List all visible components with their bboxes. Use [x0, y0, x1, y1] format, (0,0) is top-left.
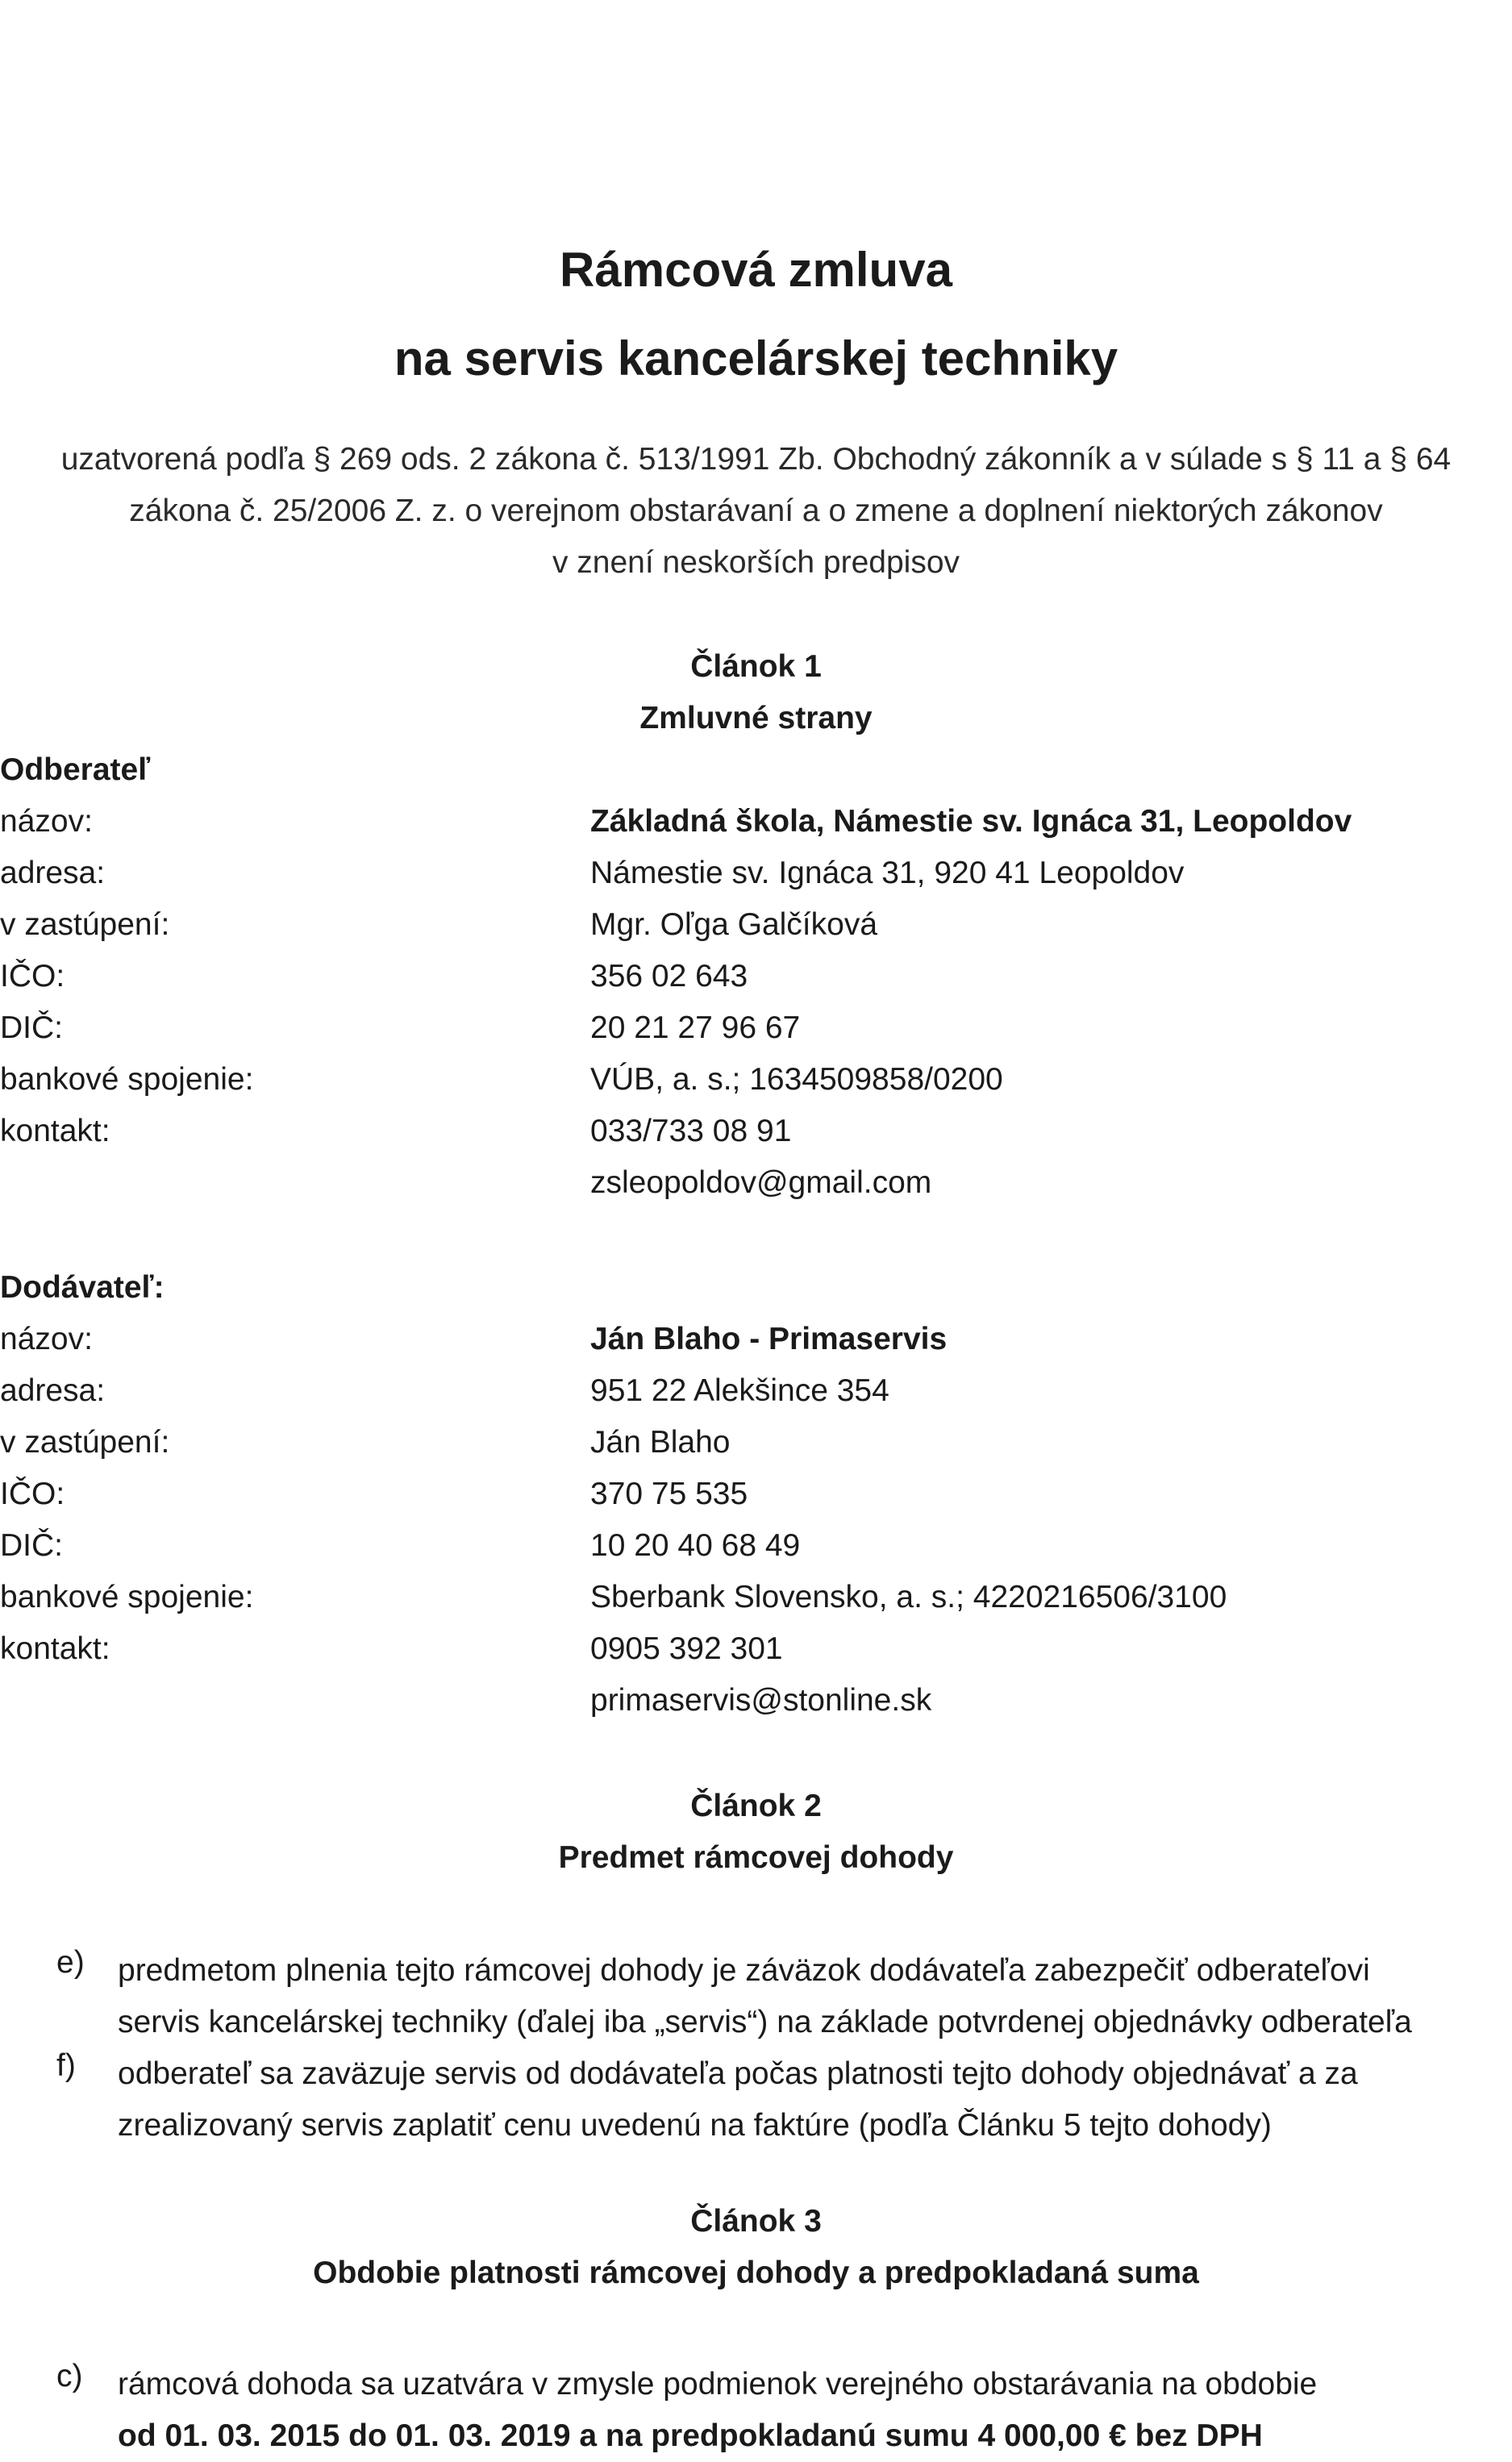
- field-label: IČO:: [0, 959, 65, 994]
- field-label: názov:: [0, 804, 93, 839]
- odberatel-row-dic: [0, 1010, 1512, 1056]
- subtitle-line2: zákona č. 25/2006 Z. z. o verejnom obstarávaní a o zmene a doplnení niektorých zákonov: [129, 494, 1383, 528]
- field-value: 370 75 535: [590, 1477, 748, 1511]
- field-value: 033/733 08 91: [590, 1114, 792, 1148]
- field-value: 0905 392 301: [590, 1631, 783, 1666]
- item-marker: e): [56, 1945, 85, 1980]
- dodavatel-row-dic: [0, 1528, 1512, 1573]
- item-text-line1: rámcová dohoda sa uzatvára v zmysle podmienok verejného obstarávania na obdobie: [118, 2367, 1318, 2402]
- article3-heading: Článok 3: [690, 2204, 822, 2239]
- field-value: Námestie sv. Ignáca 31, 920 41 Leopoldov: [590, 856, 1185, 890]
- item-text: [118, 2048, 1512, 2152]
- field-value: 20 21 27 96 67: [590, 1010, 801, 1045]
- item-text-line1: odberateľ sa zaväzuje servis od dodávateľa počas platnosti tejto dohody objednávať a za: [118, 2056, 1358, 2091]
- field-value: 951 22 Alekšince 354: [590, 1373, 889, 1408]
- odberatel-row-ico: [0, 959, 1512, 1004]
- document-title-line2: na servis kancelárskej techniky: [394, 331, 1118, 385]
- field-label: v zastúpení:: [0, 1425, 170, 1460]
- odberatel-row-name: [0, 804, 1512, 849]
- field-label: názov:: [0, 1322, 93, 1356]
- subtitle-line3: v znení neskorších predpisov: [552, 545, 960, 580]
- dodavatel-title: Dodávateľ:: [0, 1270, 165, 1305]
- email-value: zsleopoldov@gmail.com: [590, 1165, 932, 1200]
- odberatel-row-address: [0, 856, 1512, 901]
- odberatel-title: Odberateľ: [0, 752, 151, 787]
- email-value: primaservis@stonline.sk: [590, 1683, 932, 1718]
- item-marker: f): [56, 2048, 76, 2083]
- item-text-line1: predmetom plnenia tejto rámcovej dohody je záväzok dodávateľa zabezpečiť odberateľovi: [118, 1953, 1370, 1988]
- field-value: Ján Blaho - Primaservis: [590, 1322, 948, 1356]
- odberatel-row-representative: [0, 907, 1512, 952]
- field-label: v zastúpení:: [0, 907, 170, 942]
- odberatel-row-contact: [0, 1114, 1512, 1159]
- field-value: Ján Blaho: [590, 1425, 731, 1460]
- item-text-line2: od 01. 03. 2015 do 01. 03. 2019 a na predpokladanú sumu 4 000,00 € bez DPH: [118, 2418, 1263, 2453]
- field-label: DIČ:: [0, 1528, 63, 1563]
- field-label: kontakt:: [0, 1114, 110, 1148]
- field-value: 356 02 643: [590, 959, 748, 994]
- field-label: bankové spojenie:: [0, 1580, 254, 1614]
- dodavatel-row-contact: [0, 1631, 1512, 1677]
- field-label: adresa:: [0, 856, 106, 890]
- field-value: 10 20 40 68 49: [590, 1528, 801, 1563]
- dodavatel-row-representative: [0, 1425, 1512, 1470]
- field-label: adresa:: [0, 1373, 106, 1408]
- dodavatel-row-name: [0, 1322, 1512, 1367]
- field-label: kontakt:: [0, 1631, 110, 1666]
- dodavatel-row-ico: [0, 1477, 1512, 1522]
- item-text-line2: servis kancelárskej techniky (ďalej iba „servis“) na základe potvrdenej objednávky odberateľa: [118, 2005, 1412, 2039]
- field-value: VÚB, a. s.; 1634509858/0200: [590, 1062, 1003, 1097]
- article2-subheading: Predmet rámcovej dohody: [558, 1840, 954, 1875]
- item-text-line2: zrealizovaný servis zaplatiť cenu uvedenú na faktúre (podľa Článku 5 tejto dohody): [118, 2108, 1272, 2143]
- field-value: Sberbank Slovensko, a. s.; 4220216506/3100: [590, 1580, 1227, 1614]
- odberatel-row-email: [0, 1165, 1512, 1210]
- article2-heading: Článok 2: [690, 1789, 822, 1823]
- article1-heading: Článok 1: [690, 649, 822, 684]
- article3-subheading: Obdobie platnosti rámcovej dohody a predpokladaná suma: [313, 2256, 1199, 2290]
- article1-subheading: Zmluvné strany: [639, 701, 873, 735]
- dodavatel-row-email: [0, 1683, 1512, 1728]
- field-value: Mgr. Oľga Galčíková: [590, 907, 878, 942]
- odberatel-row-bank: [0, 1062, 1512, 1107]
- document-title: Rámcová zmluva: [560, 243, 952, 297]
- item-text: [118, 1945, 1512, 2048]
- dodavatel-row-address: [0, 1373, 1512, 1418]
- field-value: Základná škola, Námestie sv. Ignáca 31, Leopoldov: [590, 804, 1352, 839]
- field-label: DIČ:: [0, 1010, 63, 1045]
- dodavatel-row-bank: [0, 1580, 1512, 1625]
- item-marker: c): [56, 2359, 83, 2393]
- field-label: bankové spojenie:: [0, 1062, 254, 1097]
- subtitle-line1: uzatvorená podľa § 269 ods. 2 zákona č. 513/1991 Zb. Obchodný zákonník a v súlade s § 11 a § 64: [60, 442, 1452, 477]
- item-text: [118, 2359, 1512, 2462]
- field-label: IČO:: [0, 1477, 65, 1511]
